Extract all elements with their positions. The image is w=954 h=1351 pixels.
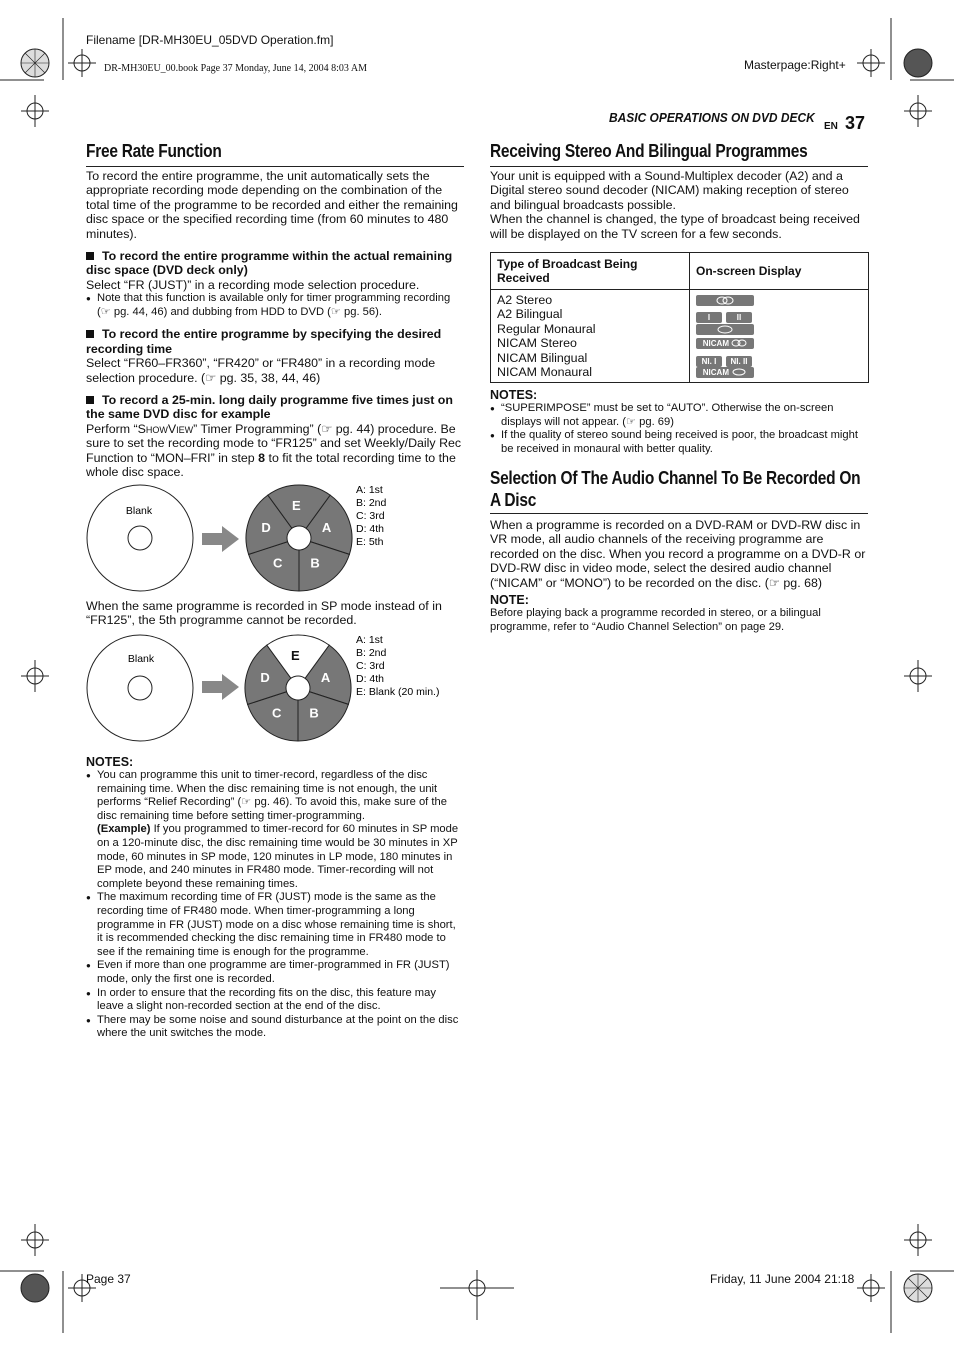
stereo-para-2: When the channel is changed, the type of broadcast being received will be displayed on the TV screen for a few seconds. (490, 212, 860, 241)
broadcast-type: NICAM Stereo (497, 336, 577, 351)
disc-segment-label: D (261, 519, 271, 535)
free-rate-intro: To record the entire programme, the unit automatically sets the appropriate recording mode depending on the combination of the total time of the programme to be recorded and either the remaining disc space or the specified recording time (from 60 minutes to 480 minutes). (86, 169, 458, 241)
bilingual-I-icon: I (696, 312, 722, 323)
sp-mode-text: When the same programme is recorded in SP mode instead of in “FR125”, the 5th programme cannot be recorded. (86, 599, 442, 628)
sub1-bullet: ● Note that this function is available only for timer programming recording (☞ pg. 44, 46) and dubbing from HDD to DVD (☞ pg. 56). (86, 292, 464, 319)
note-text: Before playing back a programme recorded in stereo, or a bilingual programme, refer to “Audio Channel Selection” on page 29. (490, 607, 821, 633)
disc-legend (356, 484, 387, 548)
title-rule (490, 513, 868, 514)
blank-disc (87, 485, 193, 591)
stereo-para-1: Your unit is equipped with a Sound-Multiplex decoder (A2) and a Digital stereo sound decoder (NICAM) making reception of stereo and bilingual broadcasts possible. (490, 169, 849, 212)
nicam-bilingual-I-icon: NI. I (696, 356, 722, 367)
broadcast-type-cell (491, 290, 690, 383)
footer-page: Page 37 (86, 1272, 131, 1286)
free-rate-section (86, 169, 464, 480)
note-item: ● The maximum recording time of FR (JUST) mode is the same as the recording time of FR480 mode. When timer-programming a long programme in FR (JUST) mode on a disc whose remaining time is short, it is recommended checking the disc remaining time in FR480 mode to see if the remaining time is enough for the programme. (86, 891, 464, 959)
legend-item: C: 3rd (356, 510, 385, 522)
legend-item: C: 3rd (356, 660, 385, 672)
mono-ring-icon (696, 324, 754, 335)
disc-segment-label: B (310, 555, 320, 571)
table-header-row (491, 253, 869, 290)
blank-label: Blank (127, 653, 155, 665)
sub2-text: Select “FR60–FR360”, “FR420” or “FR480” in a recording mode selection procedure. (☞ pg. 35, 38, 44, 46) (86, 356, 436, 385)
onscreen-display-cell (690, 290, 869, 383)
nicam-bilingual-II-icon: NI. II (726, 356, 752, 367)
audio-channel-title: Selection Of The Audio Channel To Be Recorded On A Disc (490, 468, 861, 510)
footer-date: Friday, 11 June 2004 21:18 (710, 1272, 855, 1286)
free-rate-title: Free Rate Function (86, 141, 222, 161)
notes-left (86, 755, 464, 1041)
language-tag: EN (824, 121, 838, 132)
title-rule (86, 166, 464, 167)
blank-label: Blank (125, 505, 153, 517)
table-row (491, 290, 869, 383)
notes-heading: NOTES: (86, 755, 134, 769)
disc-segment-label: A (321, 519, 332, 535)
square-bullet-icon (86, 252, 94, 260)
broadcast-type: Regular Monaural (497, 321, 596, 336)
disc-segment-label: C (271, 705, 282, 721)
recorded-disc (225, 481, 373, 601)
book-info-line: DR-MH30EU_00.book Page 37 Monday, June 14, 2004 8:03 AM (104, 63, 367, 74)
title-rule (490, 166, 868, 167)
note-item: ● You can programme this unit to timer-record, regardless of the disc remaining time. When the disc remaining time is not enough, the unit performs “Relief Recording” (☞ pg. 46). To avoid this, make sure of the disc remaining time before setting timer-programming. (Example) If you programmed to timer-record for 60 minutes in SP mode on a 120-minute disc, the disc remaining time would be 30 minutes in XP mode, 60 minutes in SP mode, 120 minutes in LP mode, 180 minutes in EP mode, and 240 minutes in FR480 mode. Timer-recording will not complete beyond these remaining times. (86, 769, 464, 891)
arrow-right-icon (202, 526, 239, 552)
legend-item: A: 1st (356, 484, 383, 496)
recorded-disc (224, 632, 372, 744)
nicam-mono-icon: NICAM (696, 367, 754, 378)
blank-disc (87, 635, 193, 741)
disc-segment-label: C (272, 555, 283, 571)
note-item: ● If the quality of stereo sound being received is poor, the broadcast might be received in monaural with better quality. (490, 429, 868, 456)
table-header-cell: On-screen Display (690, 253, 869, 290)
audio-channel-para: When a programme is recorded on a DVD-RAM or DVD-RW disc in VR mode, all audio channels of the receiving programme are recorded on the disc. When you record a programme on a DVD-R or DVD-RW disc in video mode, select the desired audio channel (“NICAM” or “MONO”) to be recorded on the disc. (☞ pg. 68) (490, 518, 866, 590)
running-head: BASIC OPERATIONS ON DVD DECK (609, 110, 815, 125)
disc-diagram-sp (86, 632, 464, 744)
square-bullet-icon (86, 396, 94, 404)
broadcast-type: A2 Stereo (497, 293, 553, 307)
sub1-heading: To record the entire programme within the actual remaining disc space (DVD deck only) (86, 249, 453, 278)
legend-item: B: 2nd (356, 497, 387, 509)
legend-item: E: 5th (356, 536, 384, 548)
broadcast-type: NICAM Monaural (497, 365, 593, 380)
stereo-section (490, 169, 868, 241)
broadcast-table (490, 252, 869, 383)
note-item: ● “SUPERIMPOSE” must be set to “AUTO”. Otherwise the on-screen displays will not appear. (☞ pg. 69) (490, 402, 868, 429)
disc-segment-label: D (260, 669, 270, 685)
note-heading: NOTE: (490, 593, 529, 608)
audio-channel-section (490, 518, 868, 634)
stereo-rings-icon (696, 295, 754, 306)
notes-heading: NOTES: (490, 388, 538, 402)
masterpage-label: Masterpage:Right+ (744, 58, 846, 72)
disc-legend (356, 634, 439, 698)
broadcast-type: NICAM Bilingual (497, 350, 588, 365)
note-item: ● Even if more than one programme are timer-programmed in FR (JUST) mode, only the first one is recorded. (86, 959, 464, 986)
sub3-heading: To record a 25-min. long daily programme five times just on the same DVD disc for example (86, 393, 453, 422)
note-item: ● In order to ensure that the recording fits on the disc, this feature may leave a slight non-recorded section at the end of the disc. (86, 987, 464, 1014)
legend-item: E: Blank (20 min.) (356, 686, 440, 698)
notes-right (490, 388, 868, 456)
sub1-text: Select “FR (JUST)” in a recording mode selection procedure. (86, 277, 420, 292)
table-header-cell: Type of Broadcast Being Received (491, 253, 690, 290)
disc-segment-label: E (292, 497, 301, 513)
legend-item: A: 1st (356, 634, 383, 646)
square-bullet-icon (86, 330, 94, 338)
disc-segment-label: E (291, 647, 300, 663)
nicam-stereo-icon: NICAM (696, 338, 754, 349)
note-item: ● There may be some noise and sound disturbance at the point on the disc where the unit switches the mode. (86, 1014, 464, 1041)
legend-item: B: 2nd (356, 647, 387, 659)
legend-item: D: 4th (356, 523, 385, 535)
sub3-text: Perform “ShowView” Timer Programming” (☞ pg. 44) procedure. Be sure to set the recording mode to “FR125” and set Weekly/Daily Rec Function to “MON–FRI” in step 8 to fit the total recording time to the whole disc space. (86, 421, 462, 480)
arrow-right-icon (202, 674, 239, 700)
page-number: 37 (845, 113, 866, 133)
filename-label: Filename [DR-MH30EU_05DVD Operation.fm] (86, 33, 334, 47)
bilingual-II-icon: II (726, 312, 752, 323)
disc-segment-label: A (320, 669, 331, 685)
disc-diagram-fr125 (86, 481, 464, 601)
stereo-title: Receiving Stereo And Bilingual Programmes (490, 141, 808, 161)
sub2-heading: To record the entire programme by specifying the desired recording time (86, 327, 442, 356)
legend-item: D: 4th (356, 673, 385, 685)
disc-segment-label: B (309, 705, 319, 721)
broadcast-type: A2 Bilingual (497, 307, 563, 322)
